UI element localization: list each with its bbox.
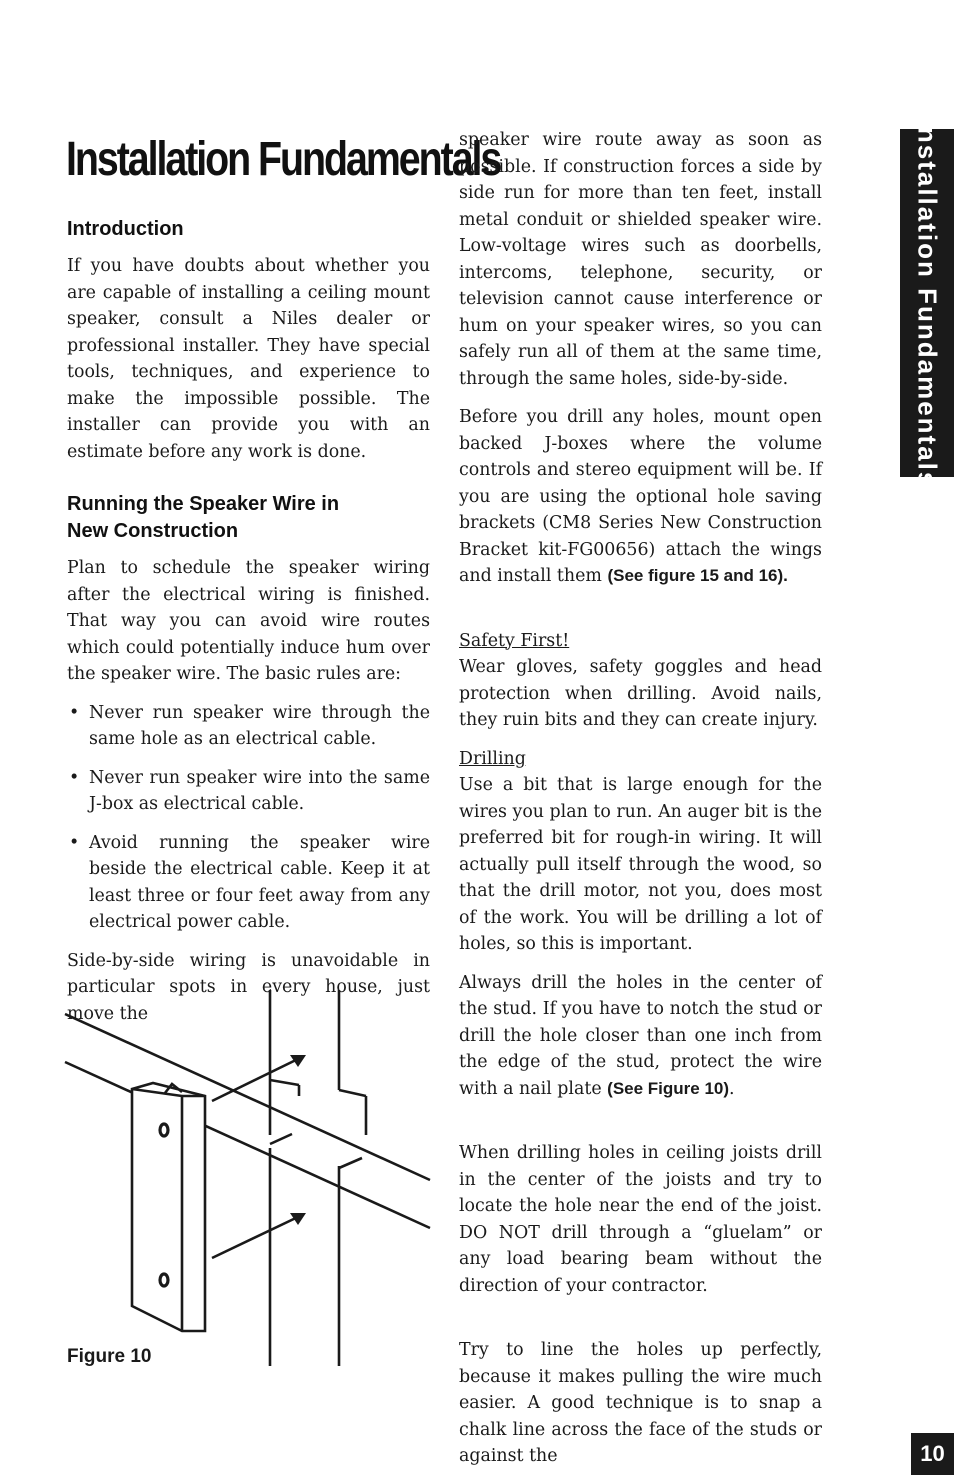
plan-paragraph: Plan to schedule the speaker wiring after the electrical wiring is finished. That way you can avoid wire routes which could potentially induce hum over the speaker wire. The basic rules are: bbox=[67, 558, 430, 684]
drilling-paragraph bbox=[459, 746, 822, 958]
right-column bbox=[459, 127, 822, 1482]
drilling-heading: Drilling bbox=[459, 748, 526, 769]
list-item: • Never run speaker wire through the same hole as an electrical cable. bbox=[67, 700, 430, 753]
list-item: • Avoid running the speaker wire beside the electrical cable. Keep it at least three or four feet away from any electrical power cable. bbox=[67, 830, 430, 936]
page-number: 10 bbox=[911, 1433, 954, 1475]
center-text: Always drill the holes in the center of the stud. If you have to notch the stud or drill the hole closer than one inch from the edge of the stud, protect the wire with a nail plate bbox=[459, 972, 822, 1099]
left-column bbox=[67, 216, 430, 1039]
side-tab-label: Installation Fundamentals bbox=[912, 117, 943, 489]
line-up-paragraph: Try to line the holes up perfectly, because it makes pulling the wire much easier. A good technique is to snap a chalk line across the face of the studs or against the bbox=[459, 1340, 822, 1466]
rules-list bbox=[67, 700, 430, 936]
side-by-side-paragraph: Side-by-side wiring is unavoidable in particular spots in every house, just move the bbox=[67, 950, 430, 1024]
safety-paragraph bbox=[459, 628, 822, 734]
running-wire-heading-line1: Running the Speaker Wire in bbox=[67, 493, 340, 515]
introduction-paragraph: If you have doubts about whether you are capable of installing a ceiling mount speaker, consult a Niles dealer or professional installer. They have special tools, techniques, and experience to make the impossible possible. The installer can provide you with an estimate before any work is done. bbox=[67, 256, 430, 462]
center-end: . bbox=[729, 1078, 735, 1099]
introduction-heading: Introduction bbox=[67, 218, 184, 240]
safety-heading: Safety First! bbox=[459, 630, 570, 651]
center-paragraph bbox=[459, 970, 822, 1103]
figure-reference: (See figure 15 and 16). bbox=[607, 566, 788, 585]
running-wire-heading bbox=[67, 491, 430, 545]
list-item: • Never run speaker wire into the same J-box as electrical cable. bbox=[67, 765, 430, 818]
drilling-text: Use a bit that is large enough for the wires you plan to run. An auger bit is the preferred bit for rough-in wiring. It will actually pull itself through the wood, so that the drill motor, not you, does most of the work. You will be drilling a lot of holes, so this is important. bbox=[459, 775, 822, 954]
j-box-paragraph bbox=[459, 404, 822, 590]
joist-paragraph: When drilling holes in ceiling joists drill in the center of the joists and try to locate the hole near the end of the joist. DO NOT drill through a “gluelam” or any load bearing beam without the direction of your contractor. bbox=[459, 1143, 822, 1296]
right-paragraph-1: speaker wire route away as soon as possible. If construction forces a side by side run for more than ten feet, install metal conduit or shielded speaker wire. Low-voltage wires such as doorbells, intercoms, telephone, security, or television cannot cause interference or hum on your speaker wires, so you can safely run all of them at the same time, through the same holes, side-by-side. bbox=[459, 130, 822, 389]
running-wire-heading-line2: New Construction bbox=[67, 520, 239, 542]
figure-caption: Figure 10 bbox=[67, 1346, 152, 1367]
page-title: Installation Fundamentals bbox=[66, 133, 501, 186]
figure-reference: (See Figure 10) bbox=[607, 1078, 730, 1098]
safety-text: Wear gloves, safety goggles and head protection when drilling. Avoid nails, they ruin bits and they can create injury. bbox=[459, 657, 822, 730]
j-box-paragraph-text: Before you drill any holes, mount open backed J-boxes where the volume controls and stereo equipment will be. If you are using the optional hole saving brackets (CM8 Series New Construction Bracket kit-FG00656) attach the wings and install them bbox=[459, 407, 822, 586]
nail-plate-illustration bbox=[62, 988, 434, 1368]
